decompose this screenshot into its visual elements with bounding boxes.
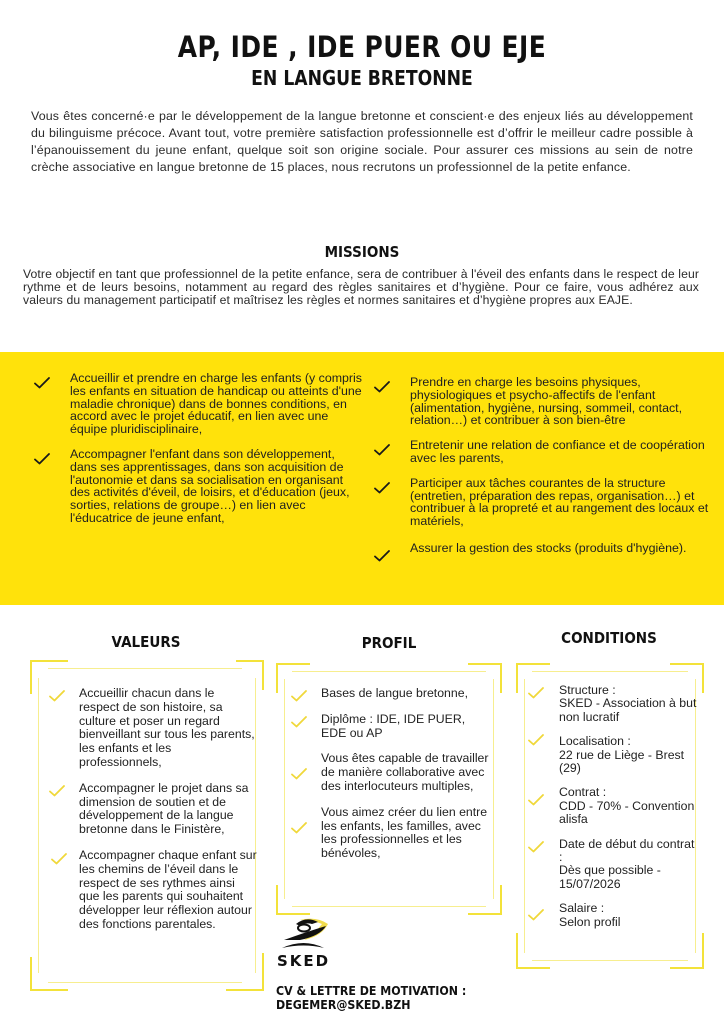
condition-value: Dès que possible - 15/07/2026 <box>559 863 661 891</box>
profil-text: Bases de langue bretonne, <box>321 686 468 700</box>
sked-logo-text: SKED <box>277 952 331 968</box>
profil-item <box>321 806 491 861</box>
condition-item <box>559 902 699 929</box>
valeur-text: Accompagner chaque enfant sur les chemins de l’éveil dans le respect de ses rythmes ainsi que les parents qui souhaitent développer leur réflexion autour des fonctions parentales. <box>79 847 257 931</box>
profil-list <box>321 687 491 872</box>
checkmark-icon <box>528 792 544 808</box>
condition-item <box>559 838 699 892</box>
checkmark-icon <box>34 451 50 467</box>
checkmark-icon <box>49 688 65 704</box>
checkmark-icon <box>51 851 67 867</box>
condition-label: Contrat : <box>559 785 607 800</box>
checkmark-icon <box>528 732 544 748</box>
contact-email[interactable]: DEGEMER@SKED.BZH <box>276 998 411 1012</box>
valeur-item <box>79 782 257 837</box>
contact-instruction: CV & LETTRE DE MOTIVATION : <box>276 984 467 998</box>
condition-item <box>559 735 699 775</box>
checkmark-icon <box>49 783 65 799</box>
missions-left-list <box>70 372 362 525</box>
valeurs-list <box>79 687 257 943</box>
mission-text: Participer aux tâches courantes de la structure (entretien, préparation des repas, organisation…) et contribuer à la propreté et au rangement des locaux et matériels, <box>410 475 709 529</box>
profil-text: Vous êtes capable de travailler de manière collaborative avec des interlocuteurs multiples, <box>321 751 489 793</box>
profil-text: Vous aimez créer du lien entre les enfants, les familles, avec les professionnelles et les bénévoles, <box>321 804 488 861</box>
contact-block <box>276 984 466 1012</box>
valeurs-title: VALEURS <box>111 633 181 651</box>
checkmark-icon <box>528 685 544 701</box>
conditions-list <box>559 684 699 940</box>
sked-logo-mark <box>276 918 346 968</box>
profil-item <box>321 687 491 701</box>
mission-text: Assurer la gestion des stocks (produits d'hygiène). <box>410 540 687 555</box>
condition-label: Structure : <box>559 683 616 697</box>
checkmark-icon <box>528 907 544 923</box>
checkmark-icon <box>291 688 307 704</box>
missions-paragraph: Votre objectif en tant que professionnel de la petite enfance, sera de contribuer à l'éveil des enfants dans le respect de leur rythme et de leurs besoins, notamment au regard des règles sanitaires et d’hygiène. Pour ce faire, vous adhérez aux valeurs du management participatif et maîtrisez les règles et normes sanitaires et d’hygiène propres aux EAJE. <box>23 267 699 307</box>
checkmark-icon <box>528 839 544 855</box>
checkmark-icon <box>374 379 390 395</box>
missions-title: MISSIONS <box>324 243 400 261</box>
condition-label: Salaire : <box>559 901 605 916</box>
checkmark-icon <box>374 480 390 496</box>
condition-item <box>559 786 699 826</box>
profil-title: PROFIL <box>361 634 417 652</box>
checkmark-icon <box>374 442 390 458</box>
checkmark-icon <box>374 548 390 564</box>
page-title: AP, IDE , IDE PUER OU EJE <box>177 30 547 64</box>
checkmark-icon <box>291 766 307 782</box>
mission-item <box>410 376 710 427</box>
mission-item <box>410 542 710 555</box>
condition-label: Date de début du contrat : <box>559 836 695 865</box>
condition-value: CDD - 70% - Convention alisfa <box>559 798 695 827</box>
missions-right-list <box>410 376 710 555</box>
mission-text: Accompagner l'enfant dans son développement, dans ses apprentissages, dans son acquisition de l'autonomie et dans sa socialisation en organisant des activités d'éveil, de loisirs, et d'éducation (jeux, sorties, relations de groupe…) en lien avec l'éducatrice de jeune enfant, <box>70 446 350 525</box>
mission-text: Entretenir une relation de confiance et de coopération avec les parents, <box>410 438 705 465</box>
condition-label: Localisation : <box>559 734 631 749</box>
checkmark-icon <box>34 375 50 391</box>
sked-logo <box>276 918 346 968</box>
condition-value: Selon profil <box>559 914 621 929</box>
condition-value: 22 rue de Liège - Brest (29) <box>559 747 685 776</box>
valeur-text: Accueillir chacun dans le respect de son histoire, sa culture et poser un regard bienveillant sur tous les parents, les enfants et les professionnels, <box>79 686 255 769</box>
valeur-item <box>79 849 257 932</box>
mission-text: Prendre en charge les besoins physiques, physiologiques et psycho-affectifs de l'enfant (alimentation, hygiène, nursing, sommeil, contact, relation…) et contribuer à son bien-être <box>410 375 683 428</box>
mission-item <box>410 439 710 465</box>
checkmark-icon <box>291 820 307 836</box>
profil-item <box>321 752 491 793</box>
valeur-text: Accompagner le projet dans sa dimension de soutien et de développement de la langue bretonne dans le Finistère, <box>79 780 249 837</box>
mission-item <box>70 372 362 436</box>
checkmark-icon <box>291 714 307 730</box>
profil-item <box>321 713 491 741</box>
condition-item <box>559 684 699 724</box>
intro-paragraph: Vous êtes concerné·e par le développement de la langue bretonne et conscient·e des enjeux liés au développement du bilinguisme précoce. Avant tout, votre première satisfaction professionnelle est d’offrir le meilleur cadre possible à l’épanouissement du jeune enfant, quelque soit son origine sociale. Pour assurer ces missions au sein de notre crèche associative en langue bretonne de 15 places, nous recrutons un professionnel de la petite enfance. <box>31 109 693 174</box>
page-subtitle: EN LANGUE BRETONNE <box>251 66 473 90</box>
valeur-item <box>79 687 257 770</box>
profil-text: Diplôme : IDE, IDE PUER, EDE ou AP <box>321 711 466 740</box>
mission-item <box>70 448 362 525</box>
mission-item <box>410 477 710 528</box>
conditions-title: CONDITIONS <box>561 629 657 647</box>
condition-value: SKED - Association à but non lucratif <box>559 696 697 724</box>
mission-text: Accueillir et prendre en charge les enfants (y compris les enfants en situation de handicap ou atteints d'une maladie chronique) dans de bonnes conditions, en accord avec le projet éducatif, en lien avec une équipe pluridisciplinaire, <box>70 371 363 437</box>
